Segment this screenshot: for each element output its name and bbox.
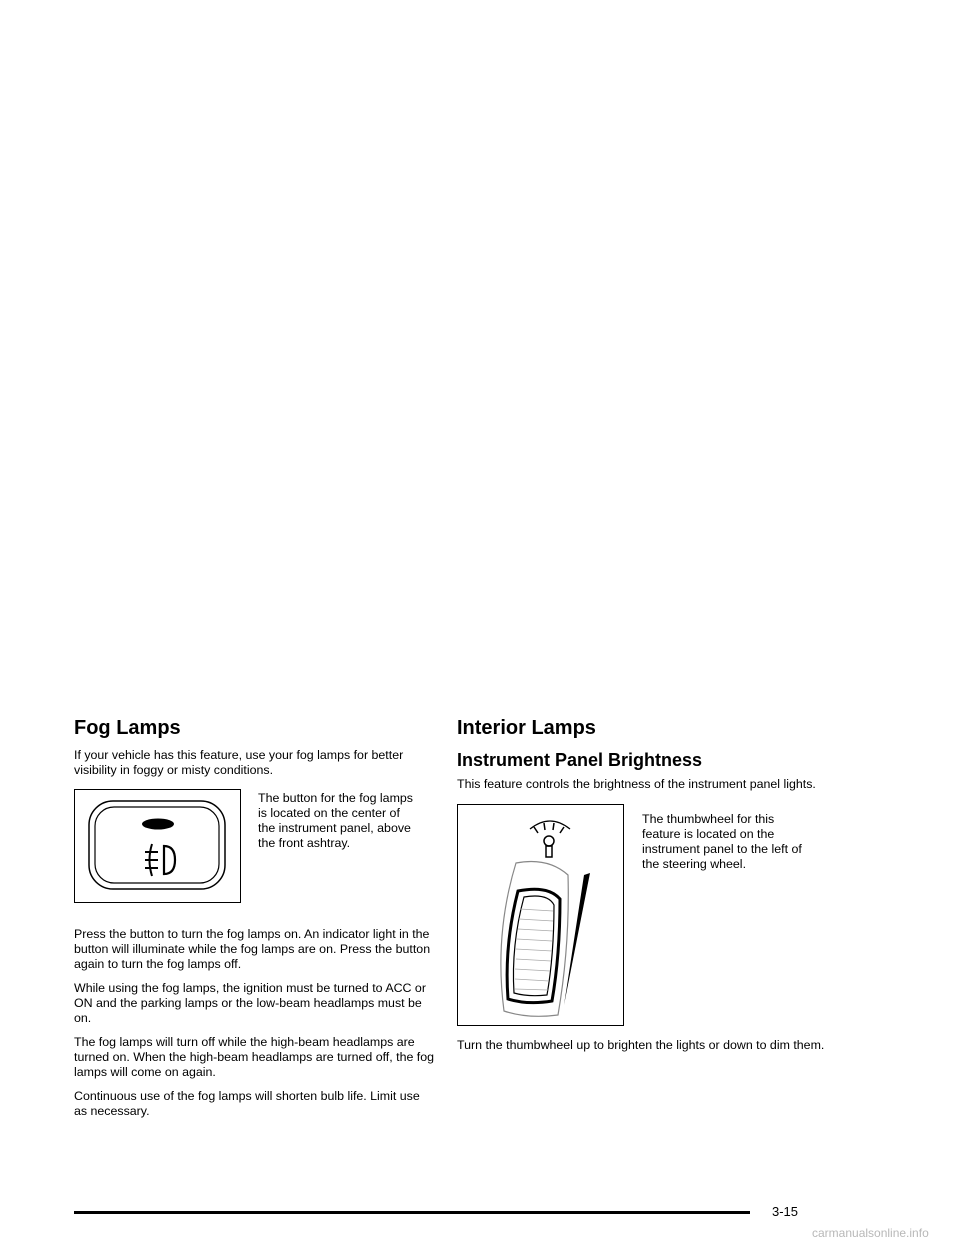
panel-brightness-subheading: Instrument Panel Brightness — [457, 750, 703, 770]
fog-lamp-button-figure — [74, 789, 241, 903]
fog-p4: Continuous use of the fog lamps will shorten bulb life. Limit use as necessary. — [74, 1089, 420, 1118]
fog-intro: If your vehicle has this feature, use your fog lamps for better visibility in foggy or misty conditions. — [74, 748, 404, 777]
fog-p2: While using the fog lamps, the ignition must be turned to ACC or ON and the parking lamps or the low-beam headlamps must be on. — [74, 981, 426, 1025]
footer-rule — [74, 1211, 750, 1214]
thumbwheel-icon — [458, 805, 622, 1024]
interior-lamps-heading: Interior Lamps — [457, 717, 596, 739]
fog-lamps-heading: Fog Lamps — [74, 717, 181, 739]
fog-figure-caption: The button for the fog lamps is located on the center of the instrument panel, above the front ashtray. — [258, 791, 413, 850]
page-number: 3-15 — [772, 1204, 799, 1219]
fog-lamp-button-icon — [75, 790, 239, 901]
fog-p1: Press the button to turn the fog lamps on. An indicator light in the button will illuminate while the fog lamps are on. Press the button again to turn the fog lamps off. — [74, 927, 431, 971]
watermark-link[interactable]: carmanualsonline.info — [812, 1226, 929, 1240]
thumbwheel-figure-row — [457, 804, 827, 1038]
fog-figure-row — [74, 789, 436, 927]
fog-lamps-section — [74, 716, 436, 1119]
thumbwheel-figure — [457, 804, 624, 1026]
interior-intro: This feature controls the brightness of the instrument panel lights. — [457, 776, 816, 791]
fog-p3: The fog lamps will turn off while the high-beam headlamps are turned on. When the high-beam headlamps are turned off, the fog lamps will come on again. — [74, 1035, 435, 1079]
interior-p1: Turn the thumbwheel up to brighten the lights or down to dim them. — [457, 1037, 825, 1052]
interior-lamps-section — [457, 716, 827, 1053]
thumbwheel-figure-caption: The thumbwheel for this feature is located on the instrument panel to the left of the steering wheel. — [642, 811, 802, 871]
